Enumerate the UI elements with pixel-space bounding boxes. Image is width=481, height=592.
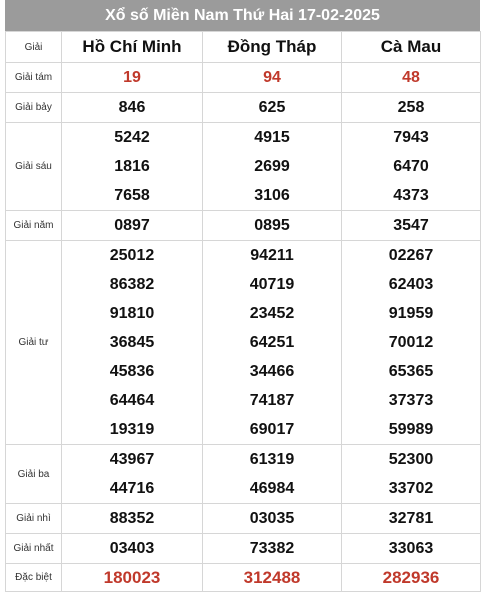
lottery-number: 846 (118, 99, 146, 116)
prize-cell (342, 241, 481, 445)
prize-cell (62, 123, 203, 211)
lottery-number: 64251 (249, 334, 295, 351)
lottery-number: 5242 (114, 129, 150, 146)
prize-cell (62, 564, 203, 592)
prize-cell (203, 63, 342, 93)
header-row (6, 32, 481, 63)
lottery-number: 69017 (249, 421, 295, 438)
lottery-number: 36845 (109, 334, 155, 351)
lottery-number: 1816 (114, 158, 150, 175)
lottery-number: 94211 (250, 247, 294, 264)
prize-label: Giải sáu (6, 123, 62, 211)
lottery-number: 61319 (249, 451, 295, 468)
prize-cell (203, 534, 342, 564)
province-ca-mau[interactable]: Cà Mau (342, 32, 481, 63)
header-prize-label: Giải (6, 32, 62, 63)
prize-cell (342, 564, 481, 592)
lottery-number: 40719 (249, 276, 295, 293)
prize-label: Giải tám (6, 63, 62, 93)
prize-cell (203, 93, 342, 123)
prize-row-giai-tam (6, 63, 481, 93)
prize-cell (62, 93, 203, 123)
lottery-number: 64464 (109, 392, 155, 409)
prize-cell (342, 123, 481, 211)
province-dong-thap[interactable]: Đồng Tháp (203, 32, 342, 63)
prize-cell (203, 211, 342, 241)
lottery-number: 25012 (109, 247, 155, 264)
lottery-number: 37373 (388, 392, 434, 409)
prize-cell (342, 211, 481, 241)
lottery-number: 73382 (249, 540, 295, 557)
results-table (5, 31, 481, 592)
prize-label: Giải nhất (6, 534, 62, 564)
prize-label: Giải bảy (6, 93, 62, 123)
prize-label: Giải tư (6, 241, 62, 445)
lottery-number: 88352 (109, 510, 155, 527)
prize-row-giai-nhat (6, 534, 481, 564)
lottery-number: 312488 (243, 568, 301, 587)
prize-row-giai-bay (6, 93, 481, 123)
lottery-number: 2699 (254, 158, 290, 175)
prize-label: Giải nhì (6, 504, 62, 534)
lottery-number: 94 (263, 69, 281, 86)
lottery-number: 03403 (109, 540, 155, 557)
prize-cell (203, 445, 342, 504)
prize-cell (62, 241, 203, 445)
lottery-number: 19319 (109, 421, 155, 438)
lottery-number: 32781 (388, 510, 434, 527)
lottery-number: 45836 (109, 363, 155, 380)
lottery-number: 91959 (388, 305, 434, 322)
prize-row-giai-ba (6, 445, 481, 504)
lottery-number: 19 (123, 69, 141, 86)
prize-cell (62, 504, 203, 534)
lottery-number: 0897 (114, 217, 150, 234)
lottery-number: 70012 (388, 334, 434, 351)
lottery-number: 4373 (393, 187, 429, 204)
lottery-number: 3547 (393, 217, 429, 234)
lottery-number: 0895 (254, 217, 290, 234)
prize-cell (342, 93, 481, 123)
lottery-number: 258 (397, 99, 425, 116)
prize-cell (342, 504, 481, 534)
prize-cell (203, 241, 342, 445)
results-title: Xổ số Miền Nam Thứ Hai 17-02-2025 (5, 0, 480, 31)
lottery-number: 86382 (109, 276, 155, 293)
lottery-number: 180023 (103, 568, 161, 587)
prize-cell (62, 211, 203, 241)
province-ho-chi-minh[interactable]: Hồ Chí Minh (62, 32, 203, 63)
prize-cell (342, 63, 481, 93)
lottery-number: 52300 (388, 451, 434, 468)
prize-row-giai-sau (6, 123, 481, 211)
prize-cell (62, 534, 203, 564)
lottery-number: 33702 (388, 480, 434, 497)
lottery-number: 65365 (388, 363, 434, 380)
results-panel (5, 0, 480, 592)
prize-row-giai-tu (6, 241, 481, 445)
prize-row-giai-nhi (6, 504, 481, 534)
prize-cell (203, 123, 342, 211)
lottery-number: 4915 (254, 129, 290, 146)
prize-label: Giải ba (6, 445, 62, 504)
lottery-number: 6470 (393, 158, 429, 175)
prize-row-dac-biet (6, 564, 481, 592)
lottery-number: 7658 (114, 187, 150, 204)
prize-cell (62, 63, 203, 93)
prize-cell (203, 504, 342, 534)
prize-row-giai-nam (6, 211, 481, 241)
lottery-number: 02267 (388, 247, 434, 264)
prize-cell (203, 564, 342, 592)
lottery-number: 34466 (249, 363, 295, 380)
lottery-number: 62403 (388, 276, 434, 293)
prize-cell (62, 445, 203, 504)
lottery-number: 23452 (249, 305, 295, 322)
lottery-number: 282936 (382, 568, 440, 587)
lottery-number: 33063 (388, 540, 434, 557)
lottery-number: 43967 (109, 451, 155, 468)
lottery-number: 03035 (249, 510, 295, 527)
lottery-number: 74187 (249, 392, 295, 409)
lottery-number: 46984 (249, 480, 295, 497)
prize-label: Giải năm (6, 211, 62, 241)
prize-cell (342, 534, 481, 564)
lottery-number: 91810 (109, 305, 155, 322)
lottery-number: 7943 (393, 129, 429, 146)
lottery-number: 44716 (109, 480, 155, 497)
lottery-number: 59989 (388, 421, 434, 438)
lottery-number: 48 (402, 69, 420, 86)
lottery-number: 3106 (254, 187, 290, 204)
prize-label: Đặc biệt (6, 564, 62, 592)
lottery-number: 625 (258, 99, 286, 116)
prize-cell (342, 445, 481, 504)
